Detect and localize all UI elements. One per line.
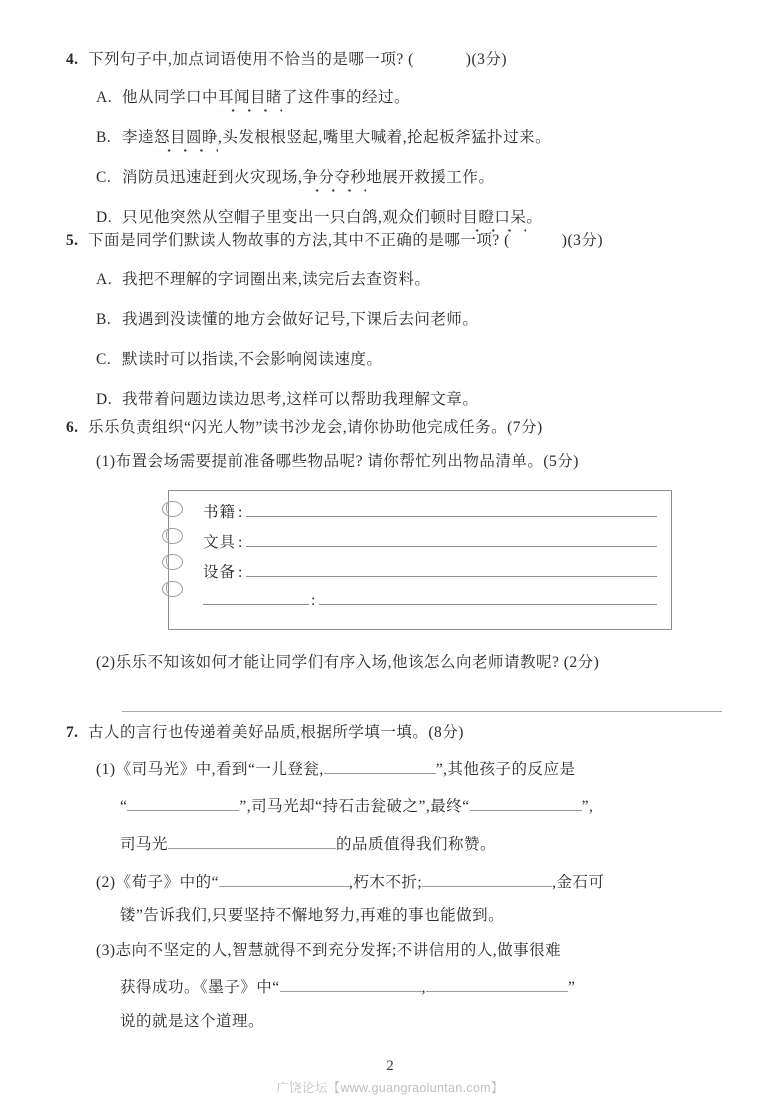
- question-4-option-c[interactable]: [66, 165, 726, 187]
- supplies-colon: :: [238, 534, 244, 551]
- question-5-option-b[interactable]: [66, 307, 726, 329]
- sub2-line1-b: ,朽木不折;: [348, 873, 423, 891]
- question-7-stem: 古人的言行也传递着美好品质,根据所学填一填。(8分): [88, 724, 464, 741]
- option-letter: B.: [96, 310, 112, 328]
- sub2-blank-1[interactable]: [219, 871, 349, 887]
- question-6-sub2-line: [96, 655, 736, 671]
- question-6-block: [66, 420, 731, 469]
- question-7-sub3-line1: [66, 943, 736, 959]
- question-5-stem-after: )(3分): [561, 232, 604, 249]
- spiral-ring-icon: [162, 528, 183, 544]
- sub1-line2-b: ”,司马光却“持石击瓮破之”,最终“: [239, 798, 470, 816]
- sub1-line2-a: “: [120, 798, 128, 816]
- spiral-ring-icon: [162, 581, 183, 597]
- question-7-sub2-line1: [66, 871, 736, 890]
- spiral-binding-rings: [162, 501, 188, 607]
- sub3-line2-b: ,: [421, 979, 427, 997]
- question-7-sub1-line1: [66, 759, 736, 778]
- spiral-ring-icon: [162, 554, 183, 570]
- question-4-option-d[interactable]: [66, 205, 726, 227]
- sub3-blank-2[interactable]: [426, 976, 568, 992]
- question-6-sub2: [96, 655, 736, 671]
- supplies-input-line[interactable]: [246, 562, 657, 577]
- sub2-line1-c: ,金石可: [552, 873, 605, 891]
- sub3-line1: (3)志向不坚定的人,智慧就得不到充分发挥;不讲信用的人,做事很难: [96, 941, 562, 959]
- sub3-blank-1[interactable]: [280, 976, 422, 992]
- spiral-ring-icon: [162, 501, 183, 517]
- sub1-blank-1[interactable]: [324, 759, 436, 775]
- supplies-input-line[interactable]: [246, 532, 657, 547]
- sub2-line1-a: (2)《荀子》中的“: [96, 873, 219, 891]
- question-6-sub2-text: (2)乐乐不知该如何才能让同学们有序入场,他该怎么向老师请教呢? (2分): [96, 654, 600, 671]
- option-letter: A.: [96, 88, 113, 106]
- supplies-label: 文具: [203, 534, 237, 551]
- option-text-post: ,头发根根竖起,嘴里大喊着,抡起板斧猛扑过来。: [218, 128, 552, 146]
- option-text-pre: 只见他突然从空帽子里变出一只白鸽,观众们顿时: [122, 208, 463, 226]
- sub2-line2: 镂”告诉我们,只要坚持不懈地努力,再难的事也能做到。: [120, 907, 505, 925]
- question-4-number: 4.: [66, 51, 79, 68]
- question-6-stem-line: [66, 420, 731, 436]
- supplies-row-stationery[interactable]: [169, 530, 671, 560]
- sub1-line1-b: ”,其他孩子的反应是: [435, 761, 576, 779]
- supplies-input-line[interactable]: [319, 590, 657, 605]
- supplies-colon: :: [238, 504, 244, 521]
- question-4-stem-line: [66, 52, 726, 68]
- supplies-label: 书籍: [203, 504, 237, 521]
- option-text-pre: 李逵: [122, 128, 155, 146]
- question-7-sub1-line3: [66, 833, 736, 852]
- sub1-line3-a: 司马光: [120, 835, 169, 853]
- question-4-stem-after: )(3分): [465, 51, 508, 68]
- question-6-sub1: [66, 454, 731, 470]
- supplies-label: 设备: [203, 564, 237, 581]
- question-6-answer-line[interactable]: [122, 711, 722, 712]
- option-letter: C.: [96, 350, 112, 368]
- question-5-option-c[interactable]: [66, 347, 726, 369]
- supplies-category-input-line[interactable]: [203, 590, 309, 605]
- question-6-stem: 乐乐负责组织“闪光人物”读书沙龙会,请你协助他完成任务。(7分): [88, 419, 543, 436]
- supplies-notepad[interactable]: [168, 490, 672, 630]
- option-emphasis-text: 目瞪口呆: [462, 205, 526, 227]
- question-7-sub3-line3: [66, 1014, 736, 1030]
- sub1-blank-4[interactable]: [168, 833, 336, 849]
- sub2-blank-2[interactable]: [422, 871, 552, 887]
- question-6-sub1-text: (1)布置会场需要提前准备哪些物品呢? 请你帮忙列出物品清单。(5分): [96, 452, 579, 470]
- option-text: 我带着问题边读边思考,这样可以帮助我理解文章。: [122, 390, 479, 408]
- question-4-option-b[interactable]: [66, 125, 726, 147]
- supplies-input-line[interactable]: [246, 502, 657, 517]
- option-letter: A.: [96, 270, 113, 288]
- sub1-line3-b: 的品质值得我们称赞。: [336, 835, 497, 853]
- sub1-blank-3[interactable]: [470, 796, 582, 812]
- option-text: 我把不理解的字词圈出来,读完后去查资料。: [122, 270, 431, 288]
- question-7-sub1-line2: [66, 796, 736, 815]
- option-letter: D.: [96, 208, 113, 226]
- sub3-line3: 说的就是这个道理。: [120, 1012, 265, 1030]
- option-text: 我遇到没读懂的地方会做好记号,下课后去问老师。: [122, 310, 479, 328]
- option-emphasis-text: 争分夺秒: [302, 165, 366, 187]
- question-5-stem-before: 下面是同学们默读人物故事的方法,其中不正确的是哪一项? (: [88, 232, 510, 249]
- question-6-number: 6.: [66, 419, 79, 436]
- question-5-stem-line: [66, 233, 726, 249]
- option-emphasis-text: 怒目圆睁: [154, 125, 218, 147]
- question-7-number: 7.: [66, 724, 79, 741]
- option-letter: C.: [96, 168, 112, 186]
- option-text: 默读时可以指读,不会影响阅读速度。: [122, 350, 383, 368]
- option-text-post: 地展开救援工作。: [366, 168, 495, 186]
- option-letter: D.: [96, 390, 113, 408]
- supplies-colon: :: [238, 564, 244, 581]
- question-4-option-a[interactable]: [66, 85, 726, 107]
- question-5-option-d[interactable]: [66, 387, 726, 409]
- supplies-row-custom[interactable]: [169, 590, 671, 620]
- question-4-block: [66, 52, 726, 227]
- sub3-line2-a: 获得成功。《墨子》中“: [120, 979, 280, 997]
- option-letter: B.: [96, 128, 112, 146]
- question-5-number: 5.: [66, 232, 79, 249]
- supplies-row-equipment[interactable]: [169, 560, 671, 590]
- question-7-sub2-line2: [66, 908, 736, 924]
- option-text-pre: 消防员迅速赶到火灾现场,: [122, 168, 303, 186]
- option-text-pre: 他从同学口中: [122, 88, 219, 106]
- sub1-line1-a: (1)《司马光》中,看到“一儿登瓮,: [96, 761, 324, 779]
- option-emphasis-text: 耳闻目睹: [218, 85, 282, 107]
- question-4-stem-before: 下列句子中,加点词语使用不恰当的是哪一项? (: [88, 51, 414, 68]
- question-5-option-a[interactable]: [66, 267, 726, 289]
- page-number: 2: [386, 1058, 394, 1074]
- supplies-row-books[interactable]: [169, 500, 671, 530]
- option-text-post: 。: [526, 208, 543, 226]
- question-7-block: [66, 725, 736, 1029]
- supplies-colon: :: [311, 591, 317, 609]
- sub3-line2-c: ”: [568, 979, 576, 997]
- supplies-rows: [169, 491, 671, 624]
- sub1-blank-2[interactable]: [127, 796, 239, 812]
- question-5-block: [66, 233, 726, 409]
- question-7-stem-line: [66, 725, 736, 741]
- option-text-post: 了这件事的经过。: [282, 88, 411, 106]
- question-7-sub3-line2: [66, 976, 736, 995]
- sub1-line2-c: ”,: [581, 798, 594, 816]
- site-watermark: 广饶论坛【www.guangraoluntan.com】: [276, 1081, 504, 1095]
